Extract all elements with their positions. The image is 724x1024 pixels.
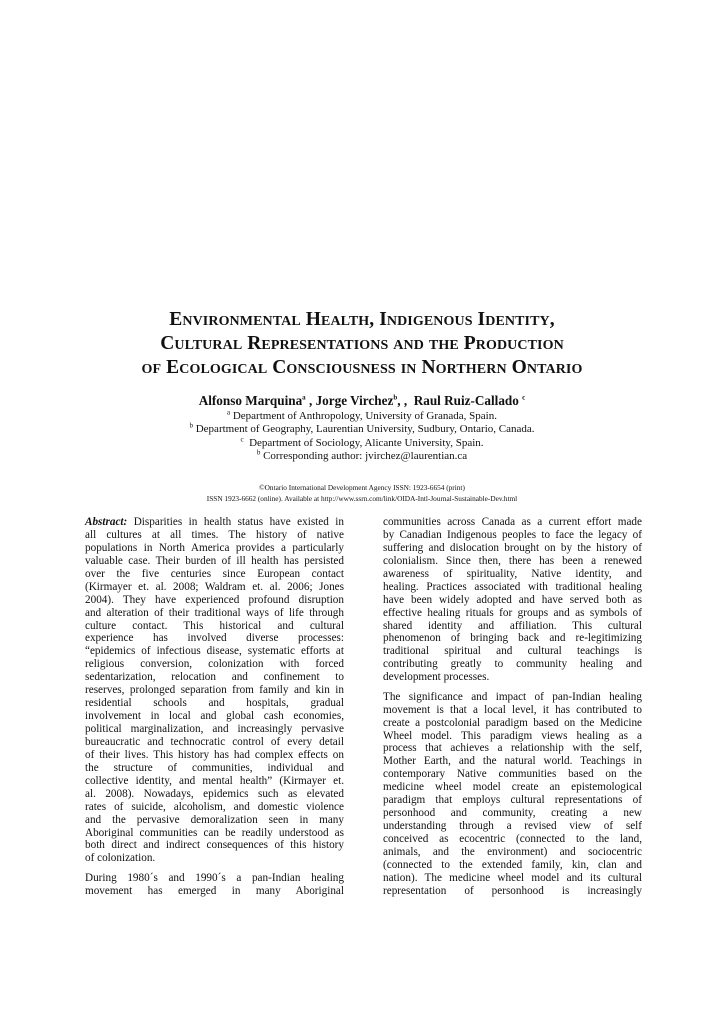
text-line: awareness of spirituality, Native identity, and xyxy=(383,567,642,580)
text-line: movement is that a local level, it has contributed to xyxy=(383,703,642,716)
text-line: During 1980´s and 1990´s a pan-Indian healing xyxy=(85,871,344,884)
affiliation-marker: a xyxy=(226,408,231,417)
text-line: sedentarization, relocation and confinement to xyxy=(85,671,344,684)
text-line: populations in North America provides a particularly xyxy=(85,541,344,554)
text-line: understanding through a revised view of self xyxy=(383,820,642,833)
affiliation-list xyxy=(60,410,664,463)
title-line: of Ecological Consciousness in Northern Ontario xyxy=(141,357,583,378)
affiliation xyxy=(60,410,664,423)
text-line: religious conversion, colonization with forced xyxy=(85,658,344,671)
text-line: by Canadian Indigenous peoples to face the legacy of xyxy=(383,528,642,541)
affiliation xyxy=(60,434,664,450)
author-affiliation-marker: a xyxy=(302,393,306,402)
text-line: residential schools and hospitals, gradual xyxy=(85,697,344,710)
corresponding-author xyxy=(60,450,664,463)
body-paragraph xyxy=(85,872,344,898)
affiliation-text: Department of Anthropology, University of Granada, Spain. xyxy=(230,410,497,422)
text-line: animals, and the environment) and sociocentric xyxy=(383,845,642,858)
text-line: The significance and impact of pan-Indian healing xyxy=(383,690,642,703)
text-line: bureaucratic and technocratic control of every detail xyxy=(85,735,344,748)
text-line: both direct and indirect consequences of this history xyxy=(85,839,344,852)
author-name: Raul Ruiz-Callado xyxy=(413,393,519,408)
text-line: effective healing rituals for groups and as symbols of xyxy=(383,606,642,619)
text-line: representation of personhood is increasingly xyxy=(383,884,642,897)
text-line: personhood and community, creating a new xyxy=(383,807,642,820)
text-line: over the five centuries since European contact xyxy=(85,567,344,580)
text-line: all cultures at all times. The history of native xyxy=(85,528,344,541)
text-line: valuable case. Their burden of ill health has persisted xyxy=(85,554,344,567)
text-line: have been widely adopted and have served both as xyxy=(383,593,642,606)
body-paragraph xyxy=(383,516,642,684)
text-line: phenomenon of bringing back and re-legitimizing xyxy=(383,632,642,645)
left-column xyxy=(85,516,344,904)
text-line: suffering and dislocation brought on by the history of xyxy=(383,541,642,554)
text-line: conceived as ecocentric (connected to the land, xyxy=(383,833,642,845)
text-line: colonialism. Since then, there has been a renewed xyxy=(383,554,642,567)
text-line: Wheel model. This paradigm views healing as a xyxy=(383,729,642,742)
text-line: experience has involved diverse processes: xyxy=(85,632,344,645)
affiliation-text: Department of Geography, Laurentian University, Sudbury, Ontario, Canada. xyxy=(192,423,535,436)
author-list xyxy=(60,393,664,409)
affiliation-text: Department of Sociology, Alicante University, Spain. xyxy=(243,436,484,449)
affiliation xyxy=(60,423,664,436)
text-line: communities across Canada as a current effort made xyxy=(383,516,642,528)
text-line: and the pervasive demoralization seen in many xyxy=(85,813,344,826)
affiliation-marker: b xyxy=(189,421,193,430)
text-line: process that achieves a relationship with the self, xyxy=(383,742,642,755)
text-line: of their lives. This history has had complex effects on xyxy=(85,748,344,761)
journal-copyright: ©Ontario International Development Agency ISSN: 1923-6654 (print) xyxy=(259,483,465,492)
author-name: Jorge Virchez xyxy=(315,393,394,408)
text-line: shared identity and affiliation. This cultural xyxy=(383,619,642,632)
paper-title xyxy=(60,308,664,380)
corresponding-author-text: Corresponding author: jvirchez@laurentian.ca xyxy=(260,449,468,462)
author-affiliation-marker: c xyxy=(522,393,526,402)
text-line xyxy=(85,516,344,529)
author-affiliation-marker: b xyxy=(393,393,398,402)
text-line: (connected to the extended family, kin, clan and xyxy=(383,858,642,871)
text-line: movement has emerged in many Aboriginal xyxy=(85,884,344,897)
journal-info xyxy=(60,483,664,504)
author-separator: , xyxy=(305,393,316,408)
text-line: (Kirmayer et. al. 2008; Waldram et. al. 2006; Jones xyxy=(85,580,344,593)
text-line: and alteration of their traditional ways of life through xyxy=(85,606,344,619)
text-line: culture contact. This historical and cultural xyxy=(85,619,344,632)
text-line: development processes. xyxy=(383,671,490,684)
title-line: Cultural Representations and the Production xyxy=(160,333,564,354)
title-line: Environmental Health, Indigenous Identity, xyxy=(169,309,555,330)
text-line: medicine wheel model create an epistemological xyxy=(383,781,642,794)
author-name: Alfonso Marquina xyxy=(198,393,303,408)
affiliation-marker: c xyxy=(240,434,244,443)
text-line: paradigm that employs cultural representations of xyxy=(383,794,642,807)
text-line: Mother Earth, and the natural world. Teachings in xyxy=(383,755,642,768)
text-line: the structure of communities, individual and xyxy=(85,761,344,774)
affiliation-marker: b xyxy=(256,448,261,457)
abstract-paragraph xyxy=(85,516,344,865)
text-line: 2004). They have experienced profound disruption xyxy=(85,593,344,606)
text-line: involvement in local and global cash economies, xyxy=(85,710,344,723)
text-line: al. 2008). Nowadays, epidemics such as elevated xyxy=(85,787,344,800)
body-paragraph xyxy=(383,691,642,898)
text-line: contributing greatly to community healing and xyxy=(383,658,642,671)
text-line: traditional spiritual and cultural teachings is xyxy=(383,645,642,658)
text-line: collective identity, and mental health” (Kirmayer et. xyxy=(85,774,344,787)
text-line: “epidemics of infectious disease, systematic efforts at xyxy=(85,645,344,658)
right-column xyxy=(383,516,642,904)
text-line: rates of suicide, alcoholism, and domestic violence xyxy=(85,800,344,813)
text-line-content: Disparities in health status have existed in xyxy=(127,516,344,528)
text-line: political marginalization, and increasingly pervasive xyxy=(85,723,344,735)
text-line: nation). The medicine wheel model and its cultural xyxy=(383,871,642,884)
text-line: Aboriginal communities can be readily understood as xyxy=(85,826,344,839)
author-separator: , , xyxy=(397,393,414,408)
text-line: reserves, prolonged separation from family and kin in xyxy=(85,684,344,697)
text-line: contemporary Native communities based on the xyxy=(383,768,642,781)
text-line: healing. Practices associated with traditional healing xyxy=(383,580,642,593)
abstract-label: Abstract: xyxy=(85,516,128,528)
text-line: of colonization. xyxy=(85,852,156,865)
journal-online-issn: ISSN 1923-6662 (online). Available at http://www.ssrn.com/link/OIDA-Intl-Journal-Sustainable-Dev.html xyxy=(206,493,518,503)
text-line: create a postcolonial paradigm based on the Medicine xyxy=(383,716,642,729)
